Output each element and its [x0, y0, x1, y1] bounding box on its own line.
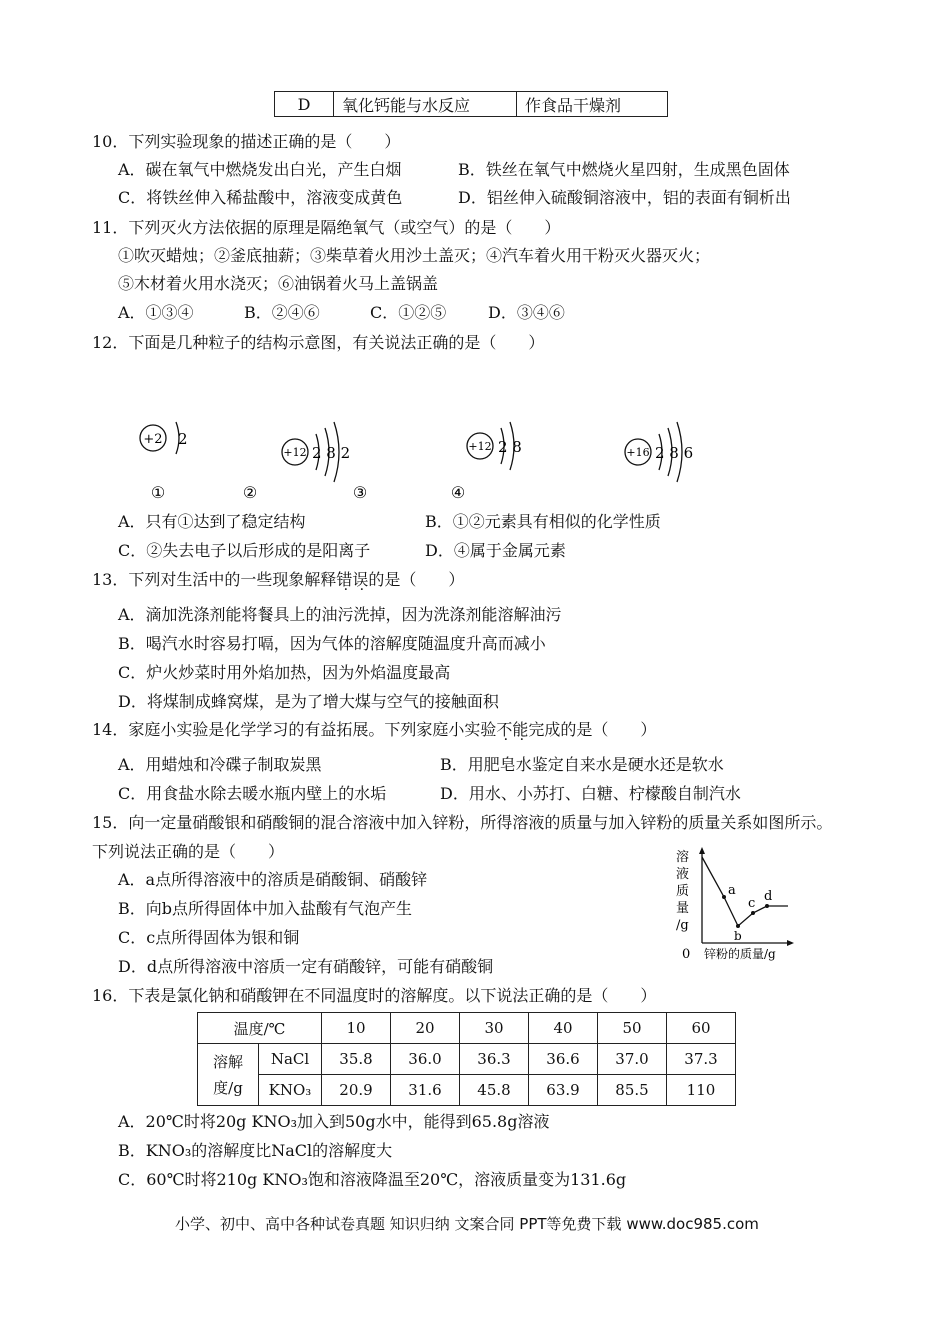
- top-table-letter: D: [275, 92, 334, 117]
- table-header-temp: 温度/℃: [198, 1013, 322, 1044]
- q15-graph: [670, 845, 810, 965]
- particle-4-shells: 2 8 6: [655, 444, 694, 462]
- q14-option-b: B．用肥皂水鉴定自来水是硬水还是软水: [440, 755, 724, 774]
- nacl-50: 37.0: [598, 1044, 667, 1075]
- q14-option-c: C．用食盐水除去暖水瓶内壁上的水垢: [118, 784, 387, 803]
- q11-option-d: D．③④⑥: [488, 303, 565, 322]
- q12-option-a: A．只有①达到了稳定结构: [118, 512, 306, 531]
- particle-3: [353, 422, 522, 502]
- q15-option-b: B．向b点所得固体中加入盐酸有气泡产生: [118, 899, 413, 918]
- graph-ylabel-5: /g: [676, 918, 689, 933]
- q16-option-b: B．KNO₃的溶解度比NaCl的溶解度大: [118, 1141, 393, 1160]
- nacl-40: 36.6: [529, 1044, 598, 1075]
- graph-ylabel-1: 溶: [676, 850, 690, 865]
- q11-stem: 11．下列灭火方法依据的原理是隔绝氧气（或空气）的是（ ）: [92, 218, 561, 237]
- particle-2-label: ②: [242, 483, 258, 502]
- q12-option-c: C．②失去电子以后形成的是阳离子: [118, 541, 371, 560]
- graph-ylabel-3: 质: [676, 884, 690, 899]
- graph-ylabel-2: 液: [676, 867, 690, 882]
- particle-4-label: ④: [450, 483, 466, 502]
- particle-4: [451, 422, 693, 502]
- q11-option-c: C．①②⑤: [370, 303, 447, 322]
- graph-point-a: [722, 895, 726, 899]
- q13-option-d: D．将煤制成蜂窝煤，是为了增大煤与空气的接触面积: [118, 692, 499, 711]
- graph-x-arrow: [787, 940, 794, 946]
- q15-option-c: C．c点所得固体为银和铜: [118, 928, 300, 947]
- particle-3-shells: 2 8: [498, 438, 522, 456]
- graph-y-arrow: [699, 847, 705, 854]
- temp-40: 40: [529, 1013, 598, 1044]
- particle-1-label: ①: [150, 483, 166, 502]
- graph-xlabel: 锌粉的质量/g: [704, 947, 776, 961]
- q11-option-a: A．①③④: [118, 303, 194, 322]
- q16-option-c: C．60℃时将210g KNO₃饱和溶液降温至20℃，溶液质量变为131.6g: [118, 1170, 627, 1189]
- particle-1-shells: 2: [178, 430, 188, 448]
- nacl-10: 35.8: [322, 1044, 391, 1075]
- top-table: [274, 91, 668, 117]
- kno3-30: 45.8: [460, 1075, 529, 1106]
- q13-option-a: A．滴加洗涤剂能将餐具上的油污洗掉，因为洗涤剂能溶解油污: [118, 605, 562, 624]
- particle-2-nucleus: +12: [283, 446, 307, 459]
- temp-10: 10: [322, 1013, 391, 1044]
- particle-3-nucleus: +12: [468, 440, 492, 453]
- q11-option-b: B．②④⑥: [244, 303, 320, 322]
- graph-point-b: [736, 924, 740, 928]
- particle-3-label: ③: [352, 483, 368, 502]
- temp-30: 30: [460, 1013, 529, 1044]
- q10-option-d: D．铝丝伸入硫酸铜溶液中，铝的表面有铜析出: [458, 188, 791, 207]
- q10-option-c: C．将铁丝伸入稀盐酸中，溶液变成黄色: [118, 188, 403, 207]
- temp-20: 20: [391, 1013, 460, 1044]
- q15-stem-line2: 下列说法正确的是（ ）: [92, 842, 285, 861]
- particle-2-shells: 2 8 2: [312, 444, 351, 462]
- graph-label-c: c: [748, 896, 756, 911]
- row-label-nacl: NaCl: [259, 1044, 322, 1075]
- q14-option-a: A．用蜡烛和冷碟子制取炭黑: [118, 755, 322, 774]
- q13-option-c: C．炉火炒菜时用外焰加热，因为外焰温度最高: [118, 663, 451, 682]
- q16-option-a: A．20℃时将20g KNO₃加入到50g水中，能得到65.8g溶液: [118, 1112, 550, 1131]
- kno3-50: 85.5: [598, 1075, 667, 1106]
- kno3-40: 63.9: [529, 1075, 598, 1106]
- nacl-30: 36.3: [460, 1044, 529, 1075]
- graph-point-d: [765, 904, 769, 908]
- graph-label-b: b: [734, 929, 742, 943]
- temp-50: 50: [598, 1013, 667, 1044]
- q12-option-b: B．①②元素具有相似的化学性质: [425, 512, 661, 531]
- particle-1: [140, 422, 188, 502]
- q15-stem-line1: 15．向一定量硝酸银和硝酸铜的混合溶液中加入锌粉，所得溶液的质量与加入锌粉的质量关系如图所示。: [92, 813, 833, 832]
- graph-ylabel-4: 量: [676, 901, 690, 916]
- q15-option-a: A．a点所得溶液中的溶质是硝酸铜、硝酸锌: [118, 870, 428, 889]
- q15-option-d: D．d点所得溶液中溶质一定有硝酸锌，可能有硝酸铜: [118, 957, 494, 976]
- nacl-60: 37.3: [667, 1044, 736, 1075]
- q12-option-d: D．④属于金属元素: [425, 541, 566, 560]
- graph-curve: [702, 857, 788, 926]
- particle-4-nucleus: +16: [626, 446, 650, 459]
- row-label-solubility: 溶解 度/g: [198, 1044, 259, 1106]
- top-table-use: 作食品干燥剂: [517, 92, 668, 117]
- particle-2: [243, 422, 350, 502]
- q11-methods-line1: ①吹灭蜡烛；②釜底抽薪；③柴草着火用沙土盖灭；④汽车着火用干粉灭火器灭火；: [118, 246, 711, 265]
- q10-stem: 10．下列实验现象的描述正确的是（ ）: [92, 132, 401, 151]
- kno3-10: 20.9: [322, 1075, 391, 1106]
- q10-option-a: A．碳在氧气中燃烧发出白光，产生白烟: [118, 160, 402, 179]
- graph-origin: 0: [682, 947, 691, 962]
- q12-stem: 12．下面是几种粒子的结构示意图，有关说法正确的是（ ）: [92, 333, 545, 352]
- q10-option-b: B．铁丝在氧气中燃烧火星四射，生成黑色固体: [458, 160, 790, 179]
- q14-option-d: D．用水、小苏打、白糖、柠檬酸自制汽水: [440, 784, 741, 803]
- solubility-table: [197, 1012, 736, 1106]
- row-label-kno3: KNO₃: [259, 1075, 322, 1106]
- q11-methods-line2: ⑤木材着火用水浇灭；⑥油锅着火马上盖锅盖: [118, 274, 439, 293]
- graph-point-c: [751, 911, 755, 915]
- temp-60: 60: [667, 1013, 736, 1044]
- particle-diagrams: [120, 410, 720, 510]
- q14-stem: 14．家庭小实验是化学学习的有益拓展。下列家庭小实验不能完成的是（ ）: [92, 720, 657, 739]
- q16-stem: 16．下表是氯化钠和硝酸钾在不同温度时的溶解度。以下说法正确的是（ ）: [92, 986, 657, 1005]
- footer-watermark: 小学、初中、高中各种试卷真题 知识归纳 文案合同 PPT等免费下载 www.doc985.com: [175, 1215, 759, 1233]
- kno3-60: 110: [667, 1075, 736, 1106]
- particle-1-nucleus: +2: [143, 432, 163, 447]
- graph-label-a: a: [728, 883, 736, 898]
- q13-stem: 13．下列对生活中的一些现象解释错误的是（ ）: [92, 570, 465, 589]
- q13-option-b: B．喝汽水时容易打嗝，因为气体的溶解度随温度升高而减小: [118, 634, 546, 653]
- graph-label-d: d: [764, 889, 773, 904]
- top-table-property: 氧化钙能与水反应: [334, 92, 517, 117]
- nacl-20: 36.0: [391, 1044, 460, 1075]
- kno3-20: 31.6: [391, 1075, 460, 1106]
